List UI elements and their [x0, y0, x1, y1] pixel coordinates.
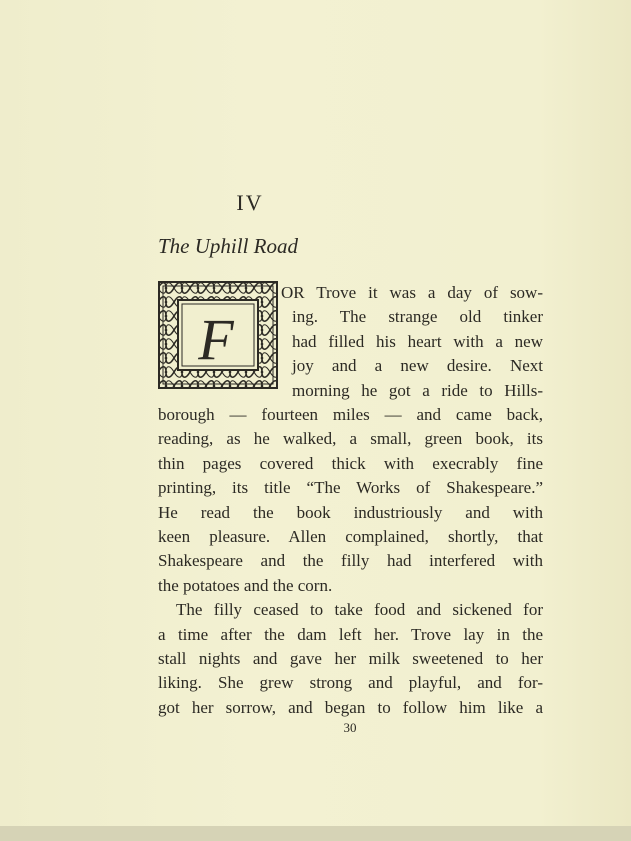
text-line: He read the book industriously and with: [158, 503, 543, 522]
text-line: borough — fourteen miles — and came back,: [158, 405, 543, 424]
text-line: had filled his heart with a new: [292, 332, 543, 351]
page-number: 30: [343, 720, 357, 735]
text-line: stall nights and gave her milk sweetened to her: [158, 649, 543, 668]
text-line: a time after the dam left her. Trove lay in the: [158, 625, 543, 644]
ornamental-dropcap: [158, 281, 278, 389]
chapter-number: IV: [236, 190, 264, 215]
text-line: The filly ceased to take food and sickened for: [176, 600, 543, 619]
text-line: joy and a new desire. Next: [292, 356, 543, 375]
text-line: reading, as he walked, a small, green book, its: [158, 429, 543, 448]
text-line: morning he got a ride to Hills-: [292, 381, 543, 400]
text-line: thin pages covered thick with execrably fine: [158, 454, 543, 473]
text-line: keen pleasure. Allen complained, shortly, that: [158, 527, 543, 546]
text-line: printing, its title “The Works of Shakespeare.”: [158, 478, 543, 497]
chapter-title: The Uphill Road: [158, 234, 298, 258]
text-line: liking. She grew strong and playful, and for-: [158, 673, 543, 692]
text-line: the potatoes and the corn.: [158, 576, 333, 595]
text-line: got her sorrow, and began to follow him like a: [158, 698, 543, 717]
dropcap-letter: F: [198, 307, 234, 372]
scan-bottom-edge: [0, 826, 631, 841]
text-line: OR Trove it was a day of sow-: [281, 283, 543, 302]
text-line: Shakespeare and the filly had interfered with: [158, 551, 543, 570]
text-line: ing. The strange old tinker: [292, 307, 543, 326]
